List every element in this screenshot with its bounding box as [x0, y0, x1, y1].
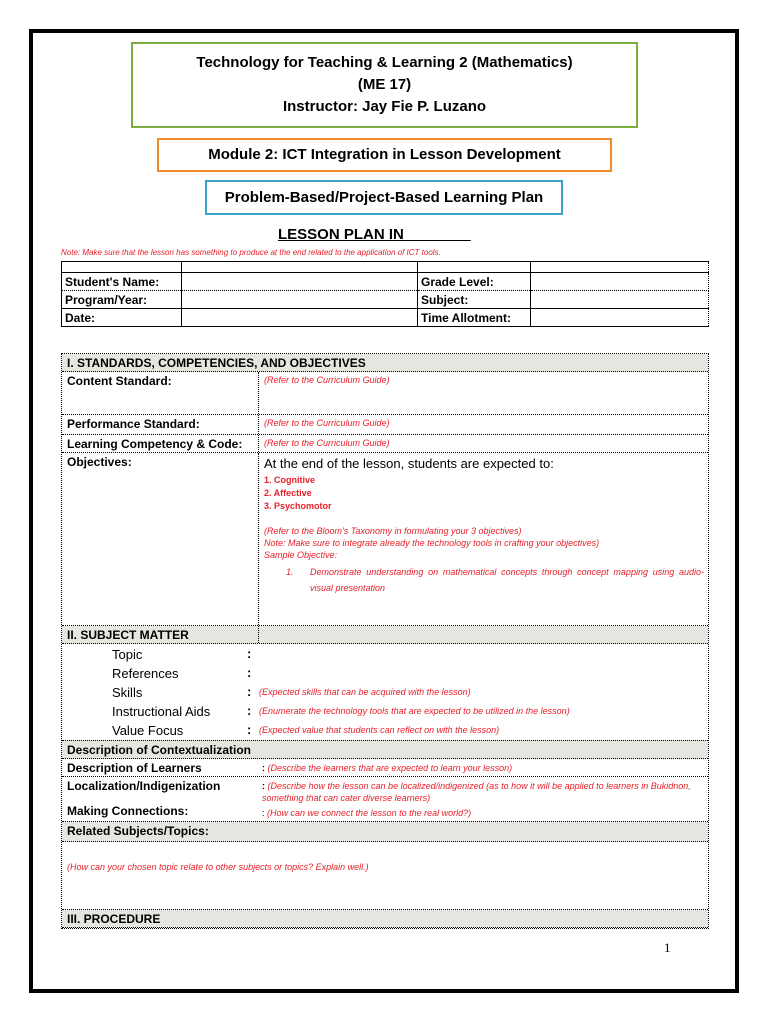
objective-affective: 2. Affective — [264, 488, 312, 498]
section3-header: III. PROCEDURE — [62, 910, 708, 928]
section1-header: I. STANDARDS, COMPETENCIES, AND OBJECTIVES — [62, 354, 708, 372]
lesson-plan-body — [61, 353, 709, 929]
objective-cognitive: 1. Cognitive — [264, 475, 316, 485]
grade-level-label: Grade Level: — [418, 273, 531, 291]
program-year-label: Program/Year: — [62, 291, 182, 309]
course-header-box — [131, 42, 638, 128]
contextualization-header: Description of Contextualization — [62, 740, 708, 759]
students-name-label: Student's Name: — [62, 273, 182, 291]
student-info-table — [61, 261, 709, 327]
instructor: Instructor: Jay Fie P. Luzano — [282, 98, 487, 115]
instructional-aids-row: Instructional Aids : (Enumerate the technology tools that are expected to be utilized in the lesson) — [112, 703, 570, 719]
date-label: Date: — [62, 309, 182, 327]
lesson-plan-title: LESSON PLAN IN________ — [278, 226, 471, 243]
learners-value: (Describe the learners that are expected to learn your lesson) — [267, 763, 513, 773]
module-title: Module 2: ICT Integration in Lesson Development — [157, 138, 612, 172]
section2-header: II. SUBJECT MATTER — [62, 626, 708, 644]
related-subjects-row: (How can your chosen topic relate to other subjects or topics? Explain well.) — [62, 842, 708, 910]
page-number: 1 — [664, 940, 671, 955]
making-connections-label: Making Connections: — [67, 804, 189, 818]
references-row: References : — [112, 665, 252, 681]
time-allotment-field[interactable] — [531, 309, 709, 327]
objective-psychomotor: 3. Psychomotor — [264, 501, 332, 511]
subject-field[interactable] — [531, 291, 709, 309]
objectives-intro: At the end of the lesson, students are expected to: — [264, 456, 554, 471]
tech-note: Note: Make sure to integrate already the technology tools in crafting your objectives) — [264, 538, 600, 548]
sample-number: 1. — [286, 567, 294, 577]
course-title: Technology for Teaching & Learning 2 (Mathematics) — [196, 54, 573, 71]
performance-standard-row: Performance Standard: (Refer to the Curriculum Guide) — [62, 415, 708, 435]
program-year-field[interactable] — [182, 291, 418, 309]
learning-competency-row: Learning Competency & Code: (Refer to the Curriculum Guide) — [62, 435, 708, 453]
subject-label: Subject: — [418, 291, 531, 309]
plan-type: Problem-Based/Project-Based Learning Plan — [205, 180, 563, 215]
top-note: Note: Make sure that the lesson has something to produce at the end related to the application of ICT tools. — [61, 248, 441, 257]
course-code: (ME 17) — [357, 76, 412, 93]
students-name-field[interactable] — [182, 273, 418, 291]
sample-label: Sample Objective: — [264, 550, 338, 560]
time-allotment-label: Time Allotment: — [418, 309, 531, 327]
content-standard-row: Content Standard: (Refer to the Curriculum Guide) — [62, 372, 708, 415]
related-subjects-header: Related Subjects/Topics: — [62, 822, 708, 842]
value-focus-row: Value Focus : (Expected value that students can reflect on with the lesson) — [112, 722, 500, 738]
learners-row: Description of Learners : (Describe the learners that are expected to learn your lesson) — [62, 759, 708, 777]
grade-level-field[interactable] — [531, 273, 709, 291]
topic-row: Topic : — [112, 646, 252, 662]
bloom-note: (Refer to the Bloom's Taxonomy in formulating your 3 objectives) — [264, 526, 522, 536]
connections-value: (How can we connect the lesson to the real world?) — [267, 808, 472, 818]
objectives-row: Objectives: At the end of the lesson, students are expected to: 1. Cognitive 2. Affective 3. Psychomotor (Refer to the Bloom's Taxonomy in formulating your 3 objectives) Note: Make sure to integrate already the technology tools in crafting your objectives) Sample Objective: 1. Demonstrate understanding on mathematical concepts through concept mapping using audio-visual presentation — [62, 453, 708, 626]
sample-objective: Demonstrate understanding on mathematical concepts through concept mapping using audio-visual presentation — [310, 567, 704, 593]
date-field[interactable] — [182, 309, 418, 327]
localization-value: (Describe how the lesson can be localized/indigenized (as to how it will be applied to learners in Bukidnon, something that can cater diverse learners) — [262, 781, 691, 803]
localization-row: Localization/Indigenization Making Connections: : (Describe how the lesson can be localized/indigenized (as to how it will be applied to learners in Bukidnon, something that can cater diverse learners) : (How can we connect the lesson to the real world?) — [62, 777, 708, 822]
skills-row: Skills : (Expected skills that can be acquired with the lesson) — [112, 684, 471, 700]
